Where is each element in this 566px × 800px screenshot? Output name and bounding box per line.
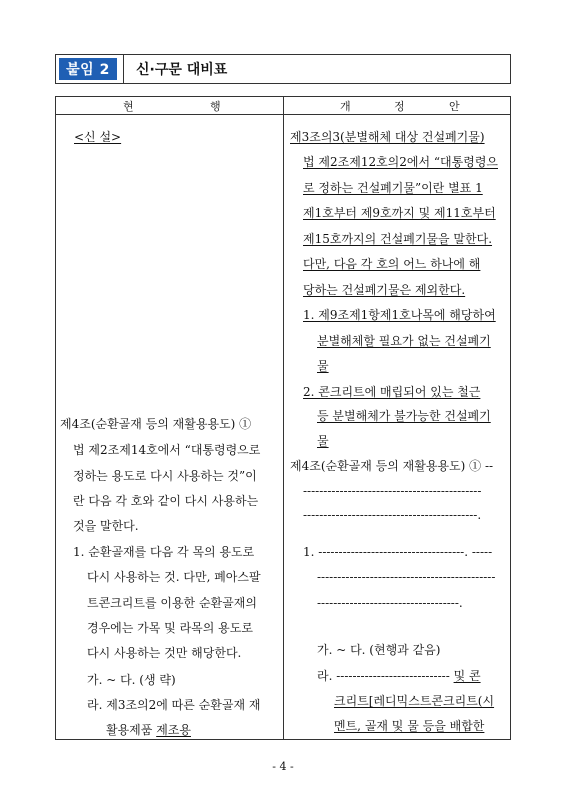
left-item-1: 1. 순환골재를 다음 각 목의 용도로	[73, 545, 255, 559]
column-header-revised	[283, 97, 510, 115]
left-text-line: 다시 사용하는 것. 다만, 폐아스팔	[87, 570, 261, 584]
column-header-current	[56, 97, 283, 115]
right-text-line: 크리트[레디믹스트콘크리트(시	[334, 694, 495, 708]
right-text-line: 제1호부터 제9호까지 및 제11호부터	[303, 206, 496, 220]
comparison-table	[55, 96, 511, 740]
left-subitem-ra: 라. 제3조의2에 따른 순환골재 재	[87, 698, 261, 712]
column-header-revised-char: 안	[449, 99, 460, 113]
right-item-1: 1. 제9조제1항제1호나목에 해당하여	[303, 308, 496, 322]
right-dash-line: -----------------------------------.	[317, 596, 463, 610]
column-header-revised-char: 정	[394, 99, 405, 113]
right-text-line: 당하는 건설폐기물은 제외한다.	[303, 283, 466, 297]
left-text-line: 정하는 용도로 다시 사용하는 것”이	[73, 469, 257, 483]
left-text-line: 다시 사용하는 것만 해당한다.	[87, 646, 242, 660]
attachment-badge: 붙임 2	[59, 58, 117, 80]
left-text-line: 경우에는 가목 및 라목의 용도로	[87, 621, 253, 635]
right-text-line: 등 분별해체가 불가능한 건설폐기	[317, 409, 491, 423]
right-dash-line: --------------------------------------------	[303, 484, 482, 498]
column-header-current-char: 행	[210, 99, 221, 113]
column-divider	[283, 97, 284, 739]
right-subitem-ra	[317, 669, 481, 683]
left-subitem-ga-da: 가. ~ 다. (생 략)	[87, 673, 176, 687]
right-text-line: 로 정하는 건설폐기물”이란 별표 1	[303, 181, 483, 195]
right-item-2: 2. 콘크리트에 매립되어 있는 철근	[303, 385, 481, 399]
right-text-line: 물	[317, 434, 329, 448]
left-text-line: 것을 말한다.	[73, 519, 139, 533]
left-text-segment: 활용제품	[106, 723, 157, 737]
right-text-segment: 라. ----------------------------	[317, 669, 454, 683]
article-3-3-title: 제3조의3(분별해체 대상 건설폐기물)	[290, 130, 485, 144]
right-text-line: 물	[317, 359, 329, 373]
column-header-revised-char: 개	[340, 99, 351, 113]
right-text-line: 멘트, 골재 및 물 등을 배합한	[334, 719, 485, 733]
right-dash-line: -------------------------------------------.	[303, 508, 482, 522]
page-number: - 4 -	[272, 760, 294, 773]
document-header	[55, 54, 511, 84]
right-text-line: 다만, 다음 각 호의 어느 하나에 해	[303, 257, 481, 271]
right-item-1-dash: 1. ------------------------------------. -----	[303, 545, 493, 559]
left-text-line: 법 제2조제14호에서 “대통령령으로	[73, 443, 261, 457]
column-header-current-char: 현	[123, 99, 134, 113]
right-dash-line: --------------------------------------------	[317, 570, 496, 584]
left-text-line: 트콘크리트를 이용한 순환골재의	[87, 596, 257, 610]
left-text-line: 란 다음 각 호와 같이 다시 사용하는	[73, 494, 259, 508]
document-title: 신·구문 대비표	[123, 55, 510, 83]
right-text-segment-underlined: 및 콘	[453, 669, 481, 683]
right-article-4-title: 제4조(순환골재 등의 재활용용도) ① --	[290, 459, 494, 473]
right-text-line: 제15호까지의 건설폐기물을 말한다.	[303, 232, 493, 246]
right-text-line: 법 제2조제12호의2에서 “대통령령으	[303, 155, 498, 169]
left-text-line	[106, 723, 191, 737]
new-provision-marker: <신 설>	[74, 130, 122, 144]
left-text-segment-underlined: 제조용	[156, 723, 191, 737]
right-text-line: 분별해체할 필요가 없는 건설폐기	[317, 334, 491, 348]
right-subitem-ga-da: 가. ~ 다. (현행과 같음)	[317, 643, 441, 657]
article-4-title: 제4조(순환골재 등의 재활용용도) ①	[60, 417, 252, 431]
